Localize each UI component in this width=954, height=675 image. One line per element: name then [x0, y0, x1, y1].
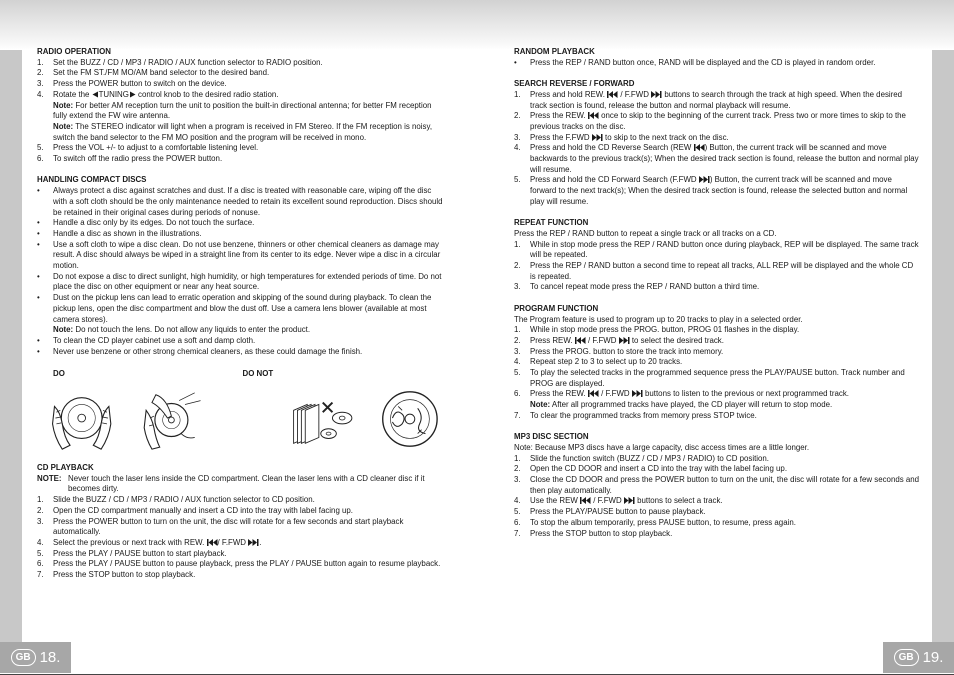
- section-heading: PROGRAM FUNCTION: [514, 303, 599, 313]
- disc-held-by-edges-illustration: [37, 388, 117, 452]
- list-item: 1. While in stop mode press the REP / RAND button once during playback, REP will be displayed. The same track will be repeated.: [514, 239, 919, 260]
- bullet-item: • Handle a disc as shown in the illustrations.: [37, 228, 202, 238]
- list-item: 3. To cancel repeat mode press the REP / RAND button a third time.: [514, 282, 760, 292]
- page-number-tag-right: [883, 642, 954, 673]
- list-item: 7. Press the STOP button to stop playback.: [37, 570, 196, 580]
- list-item: 2. Open the CD compartment manually and insert a CD into the tray with label facing up.: [37, 505, 353, 515]
- list-item: 1. Press and hold REW. / F.FWD buttons to search through the track at high speed. When the desired track section is found, release the button and normal playback will resume.: [514, 89, 903, 110]
- do-donot-labels: [37, 369, 445, 380]
- disc-held-by-center-illustration: [117, 388, 204, 452]
- list-item: 6. To stop the album temporarily, press PAUSE button, to resume, press again.: [514, 517, 796, 527]
- section-heading: MP3 DISC SECTION: [514, 432, 589, 442]
- intro-text: The Program feature is used to program up to 20 tracks to play in a selected order.: [514, 314, 803, 324]
- list-item: 4. Press and hold the CD Reverse Search (REW ) Button, the current track will be scanned and move backwards to the previous track(s); When the desired track section is found, release the button and normal play will resume.: [514, 143, 919, 174]
- skip-back-icon: [575, 337, 586, 344]
- program-function-section: [514, 304, 920, 422]
- intro-text: Press the REP / RAND button to repeat a single track or all tracks on a CD.: [514, 228, 777, 238]
- skip-back-icon: [580, 497, 591, 504]
- list-item: 3. Press the POWER button to turn on the unit, the disc will rotate for a few seconds and start playback automatically.: [37, 516, 404, 537]
- disc-handling-illustrations: [37, 388, 445, 452]
- page-number: 19.: [922, 649, 944, 666]
- skip-forward-icon: [592, 134, 603, 141]
- skip-forward-icon: [248, 539, 259, 546]
- bullet-item: • Handle a disc only by its edges. Do not touch the surface.: [37, 218, 255, 228]
- list-item: 3. Press the PROG. button to store the track into memory.: [514, 346, 724, 356]
- section-heading: CD PLAYBACK: [37, 463, 94, 473]
- list-item: 5. To play the selected tracks in the programmed sequence press the PLAY/PAUSE button. Track number and PROG are displayed.: [514, 368, 905, 388]
- bullet-item: • Always protect a disc against scratches and dust. If a disc is treated with reasonable care, wiping off the disc with a soft cloth should be the only maintenance needed to retain its excellent sound reproduction. Discs should be retained in their original cases during periods of nonuse.: [37, 186, 443, 217]
- random-playback-section: [514, 47, 920, 68]
- mp3-disc-section: [514, 432, 920, 539]
- bullet-item: • Dust on the pickup lens can lead to erratic operation and skipping of the sound during playback. To clean the pickup lens, open the disc compartment and blow the dust off. Use a camera lens blower (available at most camera stores).: [37, 293, 432, 324]
- scratched-disc-do-not-illustration: [373, 388, 445, 452]
- list-item: 5. Press and hold the CD Forward Search (F.FWD ) Button, the current track will be scanned and move forward to the next track(s); When the desired track section is found, release the selected button and normal play will resume.: [514, 175, 908, 206]
- empty-illustration-space: [204, 388, 280, 452]
- skip-back-icon: [694, 144, 705, 151]
- skip-back-icon: [607, 91, 618, 98]
- list-item: 5. Press the PLAY / PAUSE button to start playback.: [37, 548, 227, 558]
- list-item: 3. Press the POWER button to switch on the device.: [37, 79, 227, 89]
- skip-back-icon: [588, 390, 599, 397]
- list-item: 7. To clear the programmed tracks from memory press STOP twice.: [514, 410, 757, 420]
- bullet-item: • Use a soft cloth to wipe a disc clean. Do not use benzene, thinners or other chemical cleaners as damage may result. A disc should always be wiped in a straight line from its center to its edge. Never wipe a disc in a circular motion.: [37, 239, 441, 271]
- list-item: 3. Close the CD DOOR and press the POWER button to turn on the unit, the disc will rotate for a few seconds and then play automatically.: [514, 475, 920, 495]
- intro-text: Note: Because MP3 discs have a large capacity, disc access times are a little longer.: [514, 442, 810, 452]
- bullet-item: • To clean the CD player cabinet use a soft and damp cloth.: [37, 335, 256, 345]
- list-item: 7. Press the STOP button to stop playback.: [514, 528, 673, 538]
- radio-operation-section: [37, 47, 445, 165]
- skip-back-icon: [588, 112, 599, 119]
- list-item: 6. To switch off the radio press the POWER button.: [37, 154, 223, 164]
- list-item: 6. Press the REW. / F.FWD buttons to listen to the previous or next programmed track. Note: After all programmed tracks have played, the CD player will return to stop mode.: [514, 389, 849, 410]
- language-badge: GB: [894, 649, 919, 666]
- skip-back-icon: [207, 539, 218, 546]
- skip-forward-icon: [632, 390, 643, 397]
- list-item: 4. Select the previous or next track with REW. / F.FWD .: [37, 538, 262, 547]
- note-text: Note: The STEREO indicator will light when a program is received in FM Stereo. If the FM reception is noisy, switch the band selector to the FM MO position and the program will be received in mono.: [53, 121, 433, 142]
- note-text: NOTE: Never touch the laser lens inside the CD compartment. Clean the laser lens with a CD cleaner disc if it becomes dirty.: [37, 473, 425, 494]
- section-heading: HANDLING COMPACT DISCS: [37, 175, 147, 185]
- triangle-left-icon: [92, 91, 99, 98]
- list-item: 1. Slide the function switch (BUZZ / CD / MP3 / RADIO) to CD position.: [514, 453, 769, 463]
- section-heading: REPEAT FUNCTION: [514, 218, 589, 228]
- bullet-item: • Do not expose a disc to direct sunlight, high humidity, or high temperatures for extended periods of time. Do not place the disc on other equipment or near any heat source.: [37, 271, 442, 292]
- page-number: 18.: [39, 649, 61, 666]
- skip-forward-icon: [619, 337, 630, 344]
- list-item: 5. Press the PLAY/PAUSE button to pause playback.: [514, 507, 706, 517]
- list-item: 4. Repeat step 2 to 3 to select up to 20 tracks.: [514, 357, 683, 367]
- note-text: Note: For better AM reception turn the unit to position the built-in directional antenna; for better FM reception fully extend the FW wire antenna.: [53, 100, 432, 121]
- section-heading: SEARCH REVERSE / FORWARD: [514, 79, 635, 89]
- left-margin-bar: [0, 50, 22, 642]
- list-item: 4. Rotate the TUNING control knob to the desired radio station.: [37, 89, 279, 99]
- list-item: 2. Open the CD DOOR and insert a CD into the tray with the label facing up.: [514, 464, 788, 474]
- repeat-function-section: [514, 218, 920, 293]
- list-item: 3. Press the F.FWD to skip to the next track on the disc.: [514, 132, 729, 142]
- do-label: DO: [53, 369, 65, 379]
- list-item: 2. Press REW. / F.FWD to select the desired track.: [514, 335, 724, 345]
- cd-playback-section: [37, 463, 445, 581]
- header-gradient-band: [0, 0, 954, 50]
- section-heading: RANDOM PLAYBACK: [514, 47, 595, 56]
- list-item: 6. Press the PLAY / PAUSE button to pause playback, press the PLAY / PAUSE button again to resume playback.: [37, 559, 441, 569]
- list-item: 1. Set the BUZZ / CD / MP3 / RADIO / AUX function selector to RADIO position.: [37, 57, 323, 67]
- list-item: 2. Press the REP / RAND button a second time to repeat all tracks, ALL REP will be displayed and the whole CD is repeated.: [514, 261, 914, 281]
- left-page-column: [37, 47, 445, 592]
- list-item: 4. Use the REW / F.FWD buttons to select a track.: [514, 496, 723, 506]
- page-number-tag-left: [0, 642, 71, 673]
- search-section: [514, 79, 920, 207]
- triangle-right-icon: [129, 91, 136, 98]
- list-item: 2. Set the FM ST./FM MO/AM band selector to the desired band.: [37, 68, 270, 78]
- note-text: Note: Do not touch the lens. Do not allow any liquids to enter the product.: [53, 325, 311, 335]
- list-item: 1. Slide the BUZZ / CD / MP3 / RADIO / AUX function selector to CD position.: [37, 495, 315, 505]
- list-item: 5. Press the VOL +/- to adjust to a comfortable listening level.: [37, 143, 259, 153]
- right-margin-bar: [932, 50, 954, 642]
- skip-forward-icon: [699, 176, 710, 183]
- handling-discs-section: [37, 175, 445, 357]
- do-not-label: DO NOT: [242, 369, 274, 379]
- skip-forward-icon: [624, 497, 635, 504]
- list-item: 1. While in stop mode press the PROG. button, PROG 01 flashes in the display.: [514, 325, 800, 335]
- language-badge: GB: [11, 649, 36, 666]
- right-page-column: [514, 47, 920, 550]
- stacked-discs-do-not-illustration: [280, 388, 373, 452]
- section-heading: RADIO OPERATION: [37, 47, 111, 56]
- list-item: 2. Press the REW. once to skip to the beginning of the current track. Press two or more times to skip to the previous tracks on the disc.: [514, 111, 906, 131]
- skip-forward-icon: [651, 91, 662, 98]
- bullet-item: • Never use benzene or other strong chemical cleaners, as these could damage the finish.: [37, 346, 363, 356]
- bullet-item: • Press the REP / RAND button once, RAND will be displayed and the CD is played in random order.: [514, 57, 876, 67]
